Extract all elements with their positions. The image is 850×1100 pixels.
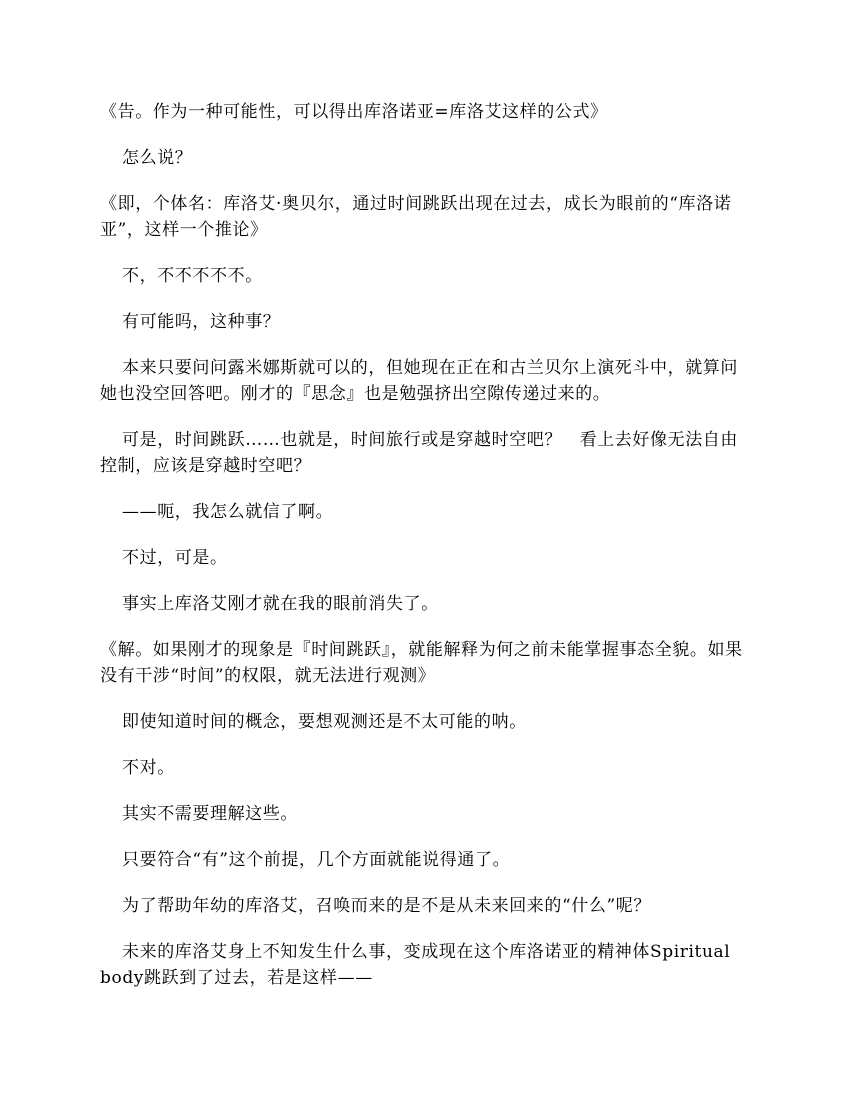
paragraph-gap: [100, 125, 750, 145]
paragraph-gap: [100, 571, 750, 591]
paragraph-gap: [100, 873, 750, 893]
paragraph-13: 不对。: [122, 758, 175, 778]
paragraph-gap: [100, 617, 750, 637]
paragraph-17: 未来的库洛艾身上不知发生什么事，变成现在这个库洛诺亚的精神体Spiritual body跳跃到了过去，若是这样——: [100, 942, 748, 988]
paragraph-gap: [100, 919, 750, 939]
paragraph-gap: [100, 171, 750, 191]
paragraph-1: 《告。作为一种可能性，可以得出库洛诺亚=库洛艾这样的公式》: [100, 102, 608, 122]
paragraph-16: 为了帮助年幼的库洛艾，召唤而来的是不是从未来回来的“什么”呢？: [122, 896, 651, 916]
paragraph-gap: [100, 335, 750, 355]
paragraph-3: 《即，个体名：库洛艾·奥贝尔，通过时间跳跃出现在过去，成长为眼前的“库洛诺亚”，这样一个推论》: [100, 194, 732, 240]
paragraph-8: ——呃，我怎么就信了啊。: [122, 502, 334, 522]
paragraph-gap: [100, 525, 750, 545]
paragraph-14: 其实不需要理解这些。: [122, 804, 298, 824]
paragraph-10: 事实上库洛艾刚才就在我的眼前消失了。: [122, 594, 439, 614]
paragraph-9: 不过，可是。: [122, 548, 228, 568]
paragraph-gap: [100, 827, 750, 847]
paragraph-4: 不，不不不不不。: [122, 266, 263, 286]
paragraph-12: 即使知道时间的概念，要想观测还是不太可能的呐。: [122, 712, 527, 732]
document-body: [100, 99, 750, 991]
paragraph-6: 本来只要问问露米娜斯就可以的，但她现在正在和古兰贝尔上演死斗中，就算问她也没空回答吧。刚才的『思念』也是勉强挤出空隙传递过来的。: [100, 358, 738, 404]
paragraph-11: 《解。如果刚才的现象是『时间跳跃』，就能解释为何之前未能掌握事态全貌。如果没有干涉“时间”的权限，就无法进行观测》: [100, 640, 743, 686]
paragraph-2: 怎么说？: [122, 148, 193, 168]
paragraph-gap: [100, 407, 750, 427]
paragraph-gap: [100, 289, 750, 309]
paragraph-5: 有可能吗，这种事？: [122, 312, 281, 332]
paragraph-gap: [100, 243, 750, 263]
paragraph-7: 可是，时间跳跃……也就是，时间旅行或是穿越时空吧？ 看上去好像无法自由控制，应该是穿越时空吧？: [100, 430, 738, 476]
paragraph-15: 只要符合“有”这个前提，几个方面就能说得通了。: [122, 850, 511, 870]
paragraph-gap: [100, 735, 750, 755]
paragraph-gap: [100, 781, 750, 801]
paragraph-gap: [100, 689, 750, 709]
paragraph-gap: [100, 479, 750, 499]
